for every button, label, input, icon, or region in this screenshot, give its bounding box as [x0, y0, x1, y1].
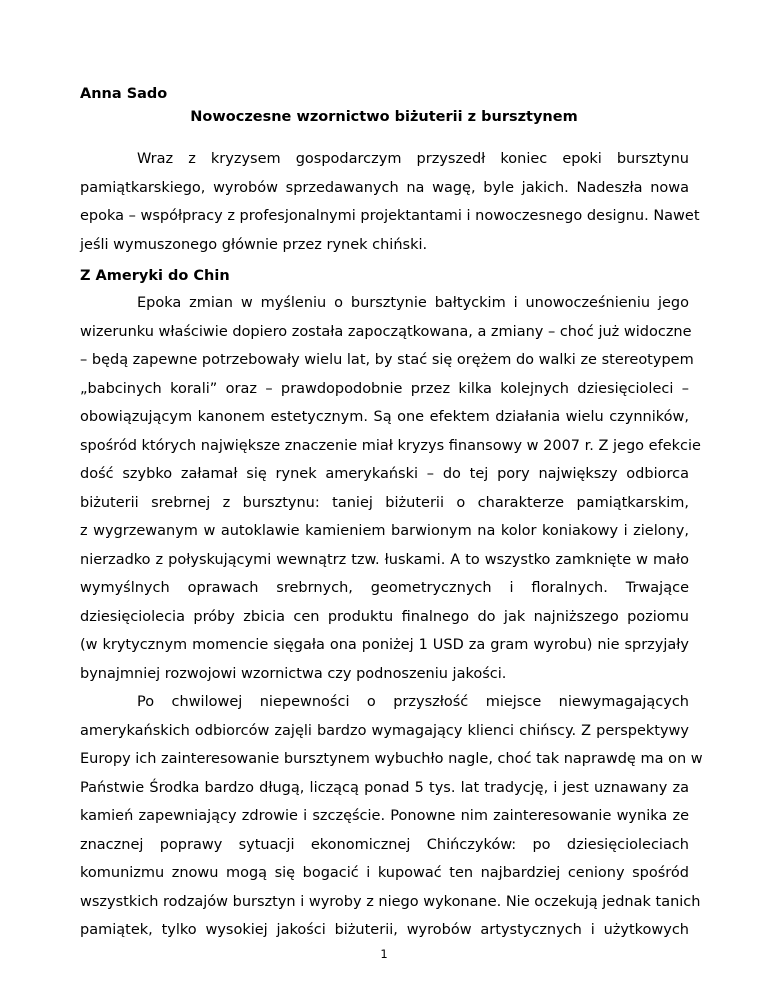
- text-line: nierzadko z połyskującymi wewnątrz tzw. łuskami. A to wszystko zamknięte w mało: [80, 551, 689, 568]
- page-number: 1: [380, 947, 388, 961]
- text-line: jeśli wymuszonego głównie przez rynek chiński.: [80, 236, 428, 253]
- text-line: Epoka zmian w myśleniu o bursztynie bałtyckim i unowocześnieniu jego: [137, 295, 689, 311]
- text-line: Państwie Środka bardzo długą, liczącą ponad 5 tys. lat tradycję, i jest uznawany za: [80, 779, 689, 796]
- text-line: znacznej poprawy sytuacji ekonomicznej Chińczyków: po dziesięcioleciach: [80, 836, 689, 853]
- text-line: pamiątek, tylko wysokiej jakości biżuterii, wyrobów artystycznych i użytkowych: [80, 922, 689, 938]
- text-line: obowiązującym kanonem estetycznym. Są one efektem działania wielu czynników,: [80, 409, 689, 425]
- text-line: dziesięciolecia próby zbicia cen produktu finalnego do jak najniższego poziomu: [80, 608, 689, 625]
- text-line: wszystkich rodzajów bursztyn i wyroby z niego wykonane. Nie oczekują jednak tanich: [80, 893, 701, 910]
- text-line: pamiątkarskiego, wyrobów sprzedawanych na wagę, byle jakich. Nadeszła nowa: [80, 179, 689, 196]
- intro-paragraph: [80, 145, 700, 259]
- text-line: z wygrzewanym w autoklawie kamieniem barwionym na kolor koniakowy i zielony,: [80, 523, 689, 539]
- text-line: biżuterii srebrnej z bursztynu: taniej biżuterii o charakterze pamiątkarskim,: [80, 494, 689, 511]
- text-line: wymyślnych oprawach srebrnych, geometrycznych i floralnych. Trwające: [80, 580, 689, 596]
- section-heading: Z Ameryki do Chin: [80, 268, 230, 284]
- text-line: amerykańskich odbiorców zajęli bardzo wymagający klienci chińscy. Z perspektywy: [80, 722, 689, 739]
- text-line: epoka – współpracy z profesjonalnymi projektantami i nowoczesnego designu. Nawet: [80, 208, 700, 224]
- text-line: dość szybko załamał się rynek amerykański – do tej pory największy odbiorca: [80, 466, 689, 482]
- text-line: Wraz z kryzysem gospodarczym przyszedł koniec epoki bursztynu: [137, 151, 689, 167]
- text-line: (w krytycznym momencie sięgała ona poniżej 1 USD za gram wyrobu) nie sprzyjały: [80, 637, 689, 653]
- article-title: Nowoczesne wzornictwo biżuterii z bursztynem: [190, 109, 578, 125]
- paragraph-1: [80, 289, 701, 688]
- text-line: – będą zapewne potrzebowały wielu lat, by stać się orężem do walki ze stereotypem: [80, 352, 694, 368]
- text-line: Po chwilowej niepewności o przyszłość miejsce niewymagających: [137, 694, 689, 710]
- text-line: komunizmu znowu mogą się bogacić i kupować ten najbardziej ceniony spośród: [80, 865, 689, 881]
- text-line: spośród których największe znaczenie miał kryzys finansowy w 2007 r. Z jego efekcie: [80, 437, 701, 454]
- paragraph-2: [80, 688, 703, 945]
- text-line: kamień zapewniający zdrowie i szczęście. Ponowne nim zainteresowanie wynika ze: [80, 808, 689, 824]
- text-line: bynajmniej rozwojowi wzornictwa czy podnoszeniu jakości.: [80, 665, 507, 682]
- text-line: wizerunku właściwie dopiero została zapoczątkowana, a zmiany – choć już widoczne: [80, 323, 692, 340]
- author-name: Anna Sado: [80, 86, 168, 102]
- text-line: „babcinych korali” oraz – prawdopodobnie przez kilka kolejnych dziesięcioleci –: [80, 380, 689, 397]
- text-line: Europy ich zainteresowanie bursztynem wybuchło nagle, choć tak naprawdę ma on w: [80, 751, 703, 767]
